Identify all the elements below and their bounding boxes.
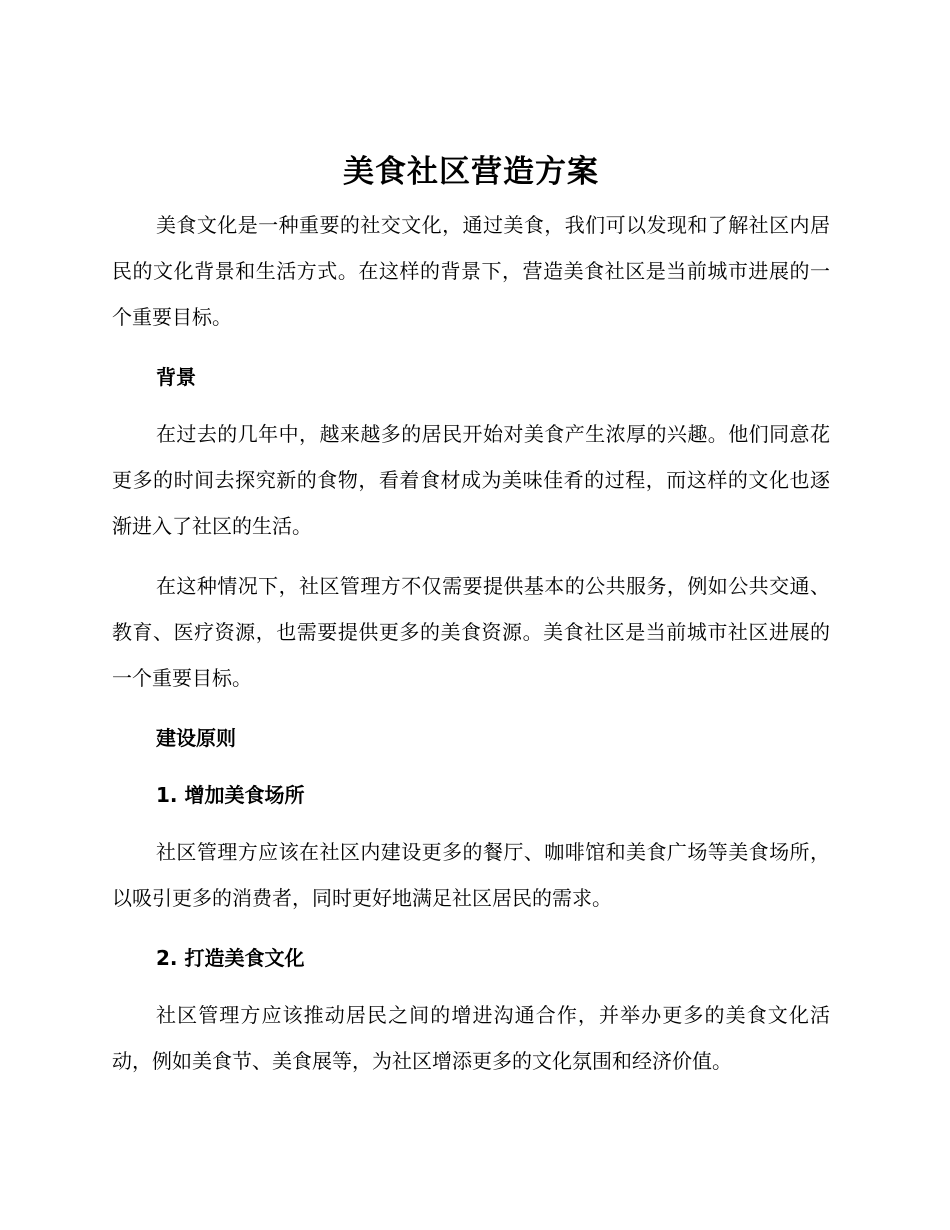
section-heading-principles: 建设原则 bbox=[156, 726, 236, 750]
document-page bbox=[112, 148, 830, 1098]
principle-paragraph-1: 社区管理方应该在社区内建设更多的餐厅、咖啡馆和美食广场等美食场所，以吸引更多的消费者，同时更好地满足社区居民的需求。 bbox=[112, 840, 830, 910]
principle-heading-2: 2. 打造美食文化 bbox=[156, 946, 305, 970]
background-paragraph-1: 在过去的几年中，越来越多的居民开始对美食产生浓厚的兴趣。他们同意花更多的时间去探究新的食物，看着食材成为美味佳肴的过程，而这样的文化也逐渐进入了社区的生活。 bbox=[112, 422, 830, 538]
principle-paragraph-2: 社区管理方应该推动居民之间的增进沟通合作，并举办更多的美食文化活动，例如美食节、美食展等，为社区增添更多的文化氛围和经济价值。 bbox=[112, 1003, 830, 1073]
section-heading-background: 背景 bbox=[156, 365, 196, 389]
intro-paragraph: 美食文化是一种重要的社交文化，通过美食，我们可以发现和了解社区内居民的文化背景和生活方式。在这样的背景下，营造美食社区是当前城市进展的一个重要目标。 bbox=[112, 213, 830, 329]
background-paragraph-2: 在这种情况下，社区管理方不仅需要提供基本的公共服务，例如公共交通、教育、医疗资源，也需要提供更多的美食资源。美食社区是当前城市社区进展的一个重要目标。 bbox=[112, 574, 830, 690]
principle-heading-1: 1. 增加美食场所 bbox=[156, 783, 305, 807]
document-title: 美食社区营造方案 bbox=[343, 154, 599, 190]
